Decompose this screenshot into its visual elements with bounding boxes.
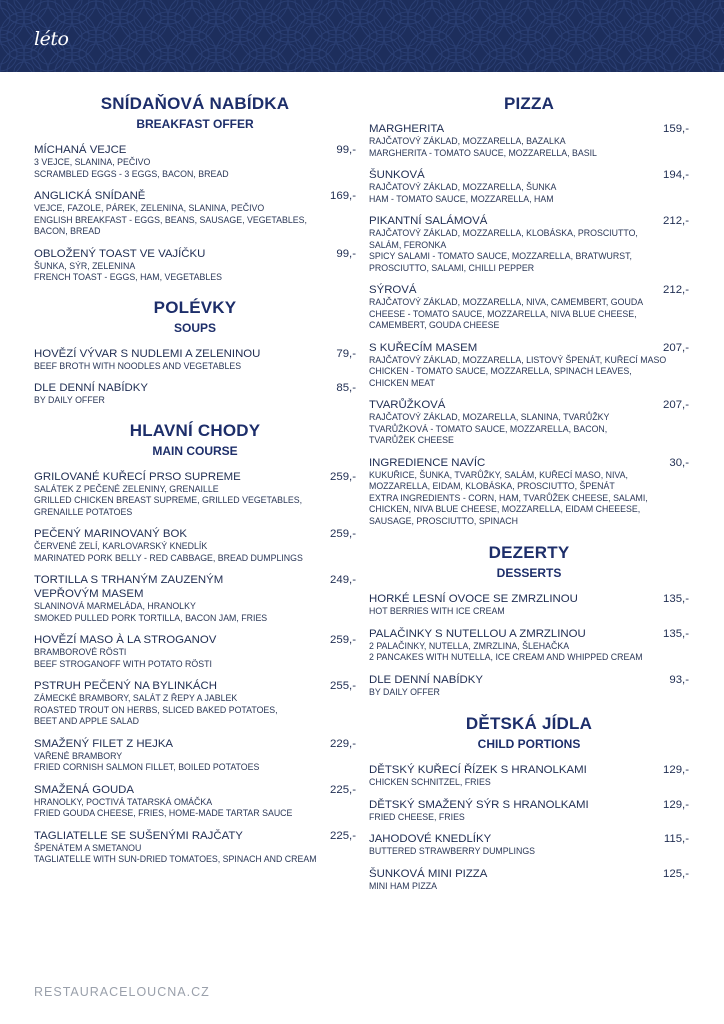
menu-item-name: PEČENÝ MARINOVANÝ BOK — [34, 528, 187, 540]
menu-item-price: 249,- — [330, 574, 356, 586]
menu-item-header — [34, 143, 356, 157]
menu-item-header — [369, 867, 689, 881]
menu-item-description: FRENCH TOAST - EGGS, HAM, VEGETABLES — [34, 272, 223, 282]
menu-item-name: TAGLIATELLE SE SUŠENÝMI RAJČATY — [34, 829, 243, 842]
menu-item-description: RAJČATOVÝ ZÁKLAD, MOZZARELLA, BAZALKA — [369, 136, 566, 146]
menu-item — [369, 673, 689, 699]
menu-item — [369, 341, 689, 390]
menu-section — [34, 421, 356, 866]
menu-item-description: BEEF BROTH WITH NOODLES AND VEGETABLES — [34, 360, 242, 371]
menu-item-name: TORTILLA S TRHANÝM ZAUZENÝM VEPŘOVÝM MASEM — [34, 574, 224, 600]
menu-item-description: TVARŮŽKOVÁ - TOMATO SAUCE, MOZZARELLA, BACON, — [369, 423, 608, 434]
menu-item-description: HAM - TOMATO SAUCE, MOZZARELLA, HAM — [369, 193, 554, 204]
menu-item-name: MÍCHANÁ VEJCE — [34, 144, 127, 156]
menu-item-description: RAJČATOVÝ ZÁKLAD, MOZZARELLA, KLOBÁSKA, PROSCIUTTO, — [369, 228, 638, 238]
menu-item — [369, 763, 689, 789]
menu-item-price: 99,- — [336, 144, 356, 156]
menu-item-price: 212,- — [663, 284, 689, 296]
menu-item-header — [34, 470, 356, 484]
menu-item-name: PALAČINKY S NUTELLOU A ZMRZLINOU — [369, 627, 586, 640]
menu-item — [34, 189, 356, 238]
menu-item-description: ENGLISH BREAKFAST - EGGS, BEANS, SAUSAGE, VEGETABLES, — [34, 214, 307, 225]
menu-item-description: BEET AND APPLE SALAD — [34, 716, 139, 726]
menu-item-header — [34, 783, 356, 797]
menu-item-description: 2 PALAČINKY, NUTELLA, ZMRZLINA, ŠLEHAČKA — [369, 640, 570, 651]
menu-item-name: DĚTSKÝ SMAŽENÝ SÝR S HRANOLKAMI — [369, 798, 589, 811]
menu-item-description: KUKUŘICE, ŠUNKA, TVARŮŽKY, SALÁM, KUŘECÍ MASO, NIVA, — [369, 469, 628, 480]
menu-item — [34, 633, 356, 670]
menu-item-name: S KUŘECÍM MASEM — [369, 341, 478, 354]
menu-item-description: RAJČATOVÝ ZÁKLAD, MOZZARELLA, LISTOVÝ ŠPENÁT, KUŘECÍ MASO — [369, 354, 667, 365]
footer-website[interactable]: RESTAURACELOUCNA.CZ — [34, 985, 210, 999]
menu-item-header — [34, 381, 356, 395]
menu-item-name: JAHODOVÉ KNEDLÍKY — [369, 833, 492, 845]
menu-item — [369, 283, 689, 332]
menu-item-header — [369, 627, 689, 641]
menu-item-name: INGREDIENCE NAVÍC — [369, 456, 486, 469]
menu-item-name: SMAŽENÁ GOUDA — [34, 783, 134, 796]
menu-item-description: 3 VEJCE, SLANINA, PEČIVO — [34, 157, 151, 167]
menu-item-description: CHICKEN, NIVA BLUE CHEESE, MOZZARELLA, EIDAM CHEEESE, — [369, 504, 641, 514]
menu-item — [34, 679, 356, 728]
menu-item-description: CHEESE - TOMATO SAUCE, MOZZARELLA, NIVA BLUE CHEESE, — [369, 308, 637, 319]
menu-item-description: BUTTERED STRAWBERRY DUMPLINGS — [369, 846, 536, 856]
menu-item-price: 79,- — [336, 347, 356, 360]
menu-item-price: 30,- — [669, 456, 689, 469]
menu-item-header — [369, 798, 689, 812]
menu-item-price: 259,- — [330, 634, 356, 646]
section-title: SNÍDAŇOVÁ NABÍDKA — [100, 94, 290, 113]
menu-item-price: 115,- — [663, 833, 689, 845]
menu-item-description: CHICKEN - TOMATO SAUCE, MOZZARELLA, SPINACH LEAVES, — [369, 366, 632, 376]
menu-item-name: HOVĚZÍ MASO À LA STROGANOV — [34, 634, 217, 646]
menu-item-description: BY DAILY OFFER — [369, 686, 440, 697]
menu-item-header — [369, 122, 689, 136]
menu-item-description: SPICY SALAMI - TOMATO SAUCE, MOZZARELLA, BRATWURST, — [369, 251, 632, 261]
menu-item-price: 135,- — [663, 627, 689, 640]
menu-item-description: EXTRA INGREDIENTS - CORN, HAM, TVARŮŽEK CHEESE, SALAMI, — [369, 492, 648, 503]
menu-item — [369, 627, 689, 664]
menu-item-price: 207,- — [663, 399, 689, 411]
section-title: DĚTSKÁ JÍDLA — [465, 714, 593, 733]
menu-item-description: SALÁM, FERONKA — [369, 239, 447, 250]
menu-item-header — [34, 347, 356, 361]
menu-item-description: 2 PANCAKES WITH NUTELLA, ICE CREAM AND WHIPPED CREAM — [369, 652, 643, 662]
menu-item — [34, 829, 356, 866]
menu-item-name: SÝROVÁ — [369, 284, 417, 296]
menu-item-name: MARGHERITA — [369, 123, 445, 135]
menu-item — [34, 573, 356, 624]
menu-item-header — [369, 214, 689, 228]
menu-item-description: RAJČATOVÝ ZÁKLAD, MOZZARELLA, ŠUNKA — [369, 182, 557, 192]
menu-item-description: BY DAILY OFFER — [34, 395, 105, 405]
menu-item-header — [34, 829, 356, 843]
menu-item-price: 125,- — [663, 867, 689, 880]
menu-item-description: TAGLIATELLE WITH SUN-DRIED TOMATOES, SPINACH AND CREAM — [34, 854, 317, 864]
menu-item-description: BEEF STROGANOFF WITH POTATO RÖSTI — [34, 658, 212, 669]
menu-item-name: ŠUNKOVÁ MINI PIZZA — [369, 867, 488, 880]
section-subtitle: CHILD PORTIONS — [477, 737, 581, 751]
menu-section — [369, 543, 689, 698]
menu-item — [369, 592, 689, 618]
menu-item-header — [34, 247, 356, 261]
menu-item-header — [369, 592, 689, 606]
menu-item-header — [369, 832, 689, 846]
menu-item-description: MINI HAM PIZZA — [369, 880, 437, 891]
menu-item-price: 159,- — [663, 123, 689, 135]
menu-section — [34, 94, 356, 284]
menu-section — [34, 298, 356, 407]
menu-item-name: ŠUNKOVÁ — [369, 169, 425, 181]
menu-item — [34, 347, 356, 373]
menu-item-description: ROASTED TROUT ON HERBS, SLICED BAKED POTATOES, — [34, 704, 278, 715]
menu-item-price: 229,- — [330, 737, 356, 750]
section-subtitle: MAIN COURSE — [152, 443, 238, 458]
menu-item-header — [34, 573, 356, 601]
menu-item-name: HORKÉ LESNÍ OVOCE SE ZMRZLINOU — [369, 593, 578, 605]
section-subtitle: SOUPS — [173, 320, 216, 335]
menu-item-name: GRILOVANÉ KUŘECÍ PRSO SUPREME — [34, 470, 241, 483]
menu-item-header — [34, 527, 356, 541]
menu-item-name: HOVĚZÍ VÝVAR S NUDLEMI A ZELENINOU — [34, 347, 261, 360]
menu-item-price: 169,- — [330, 190, 356, 202]
menu-item-name: TVARŮŽKOVÁ — [369, 399, 446, 411]
menu-item-header — [34, 189, 356, 203]
menu-column-left — [34, 94, 356, 875]
menu-item-name: PIKANTNÍ SALÁMOVÁ — [369, 215, 488, 227]
menu-item-description: FRIED CORNISH SALMON FILLET, BOILED POTATOES — [34, 762, 260, 772]
menu-item-description: TVARŮŽEK CHEESE — [369, 435, 454, 445]
menu-item-name: DLE DENNÍ NABÍDKY — [34, 382, 148, 394]
menu-item-description: MOZZARELLA, EIDAM, KLOBÁSKA, PROSCIUTTO, ŠPENÁT — [369, 481, 615, 491]
menu-column-right — [369, 94, 689, 901]
menu-item — [34, 381, 356, 407]
menu-item-description: BACON, BREAD — [34, 226, 101, 236]
menu-item-price: 135,- — [663, 593, 689, 605]
menu-item-description: SALÁTEK Z PEČENÉ ZELENINY, GRENAILLE — [34, 483, 219, 494]
menu-item-price: 212,- — [663, 215, 689, 227]
menu-item-description: ŠUNKA, SÝR, ZELENINA — [34, 260, 136, 271]
header-banner — [0, 0, 724, 72]
menu-item-description: RAJČATOVÝ ZÁKLAD, MOZZARELLA, NIVA, CAMEMBERT, GOUDA — [369, 297, 644, 307]
menu-item — [369, 832, 689, 858]
section-subtitle: BREAKFAST OFFER — [136, 117, 254, 131]
menu-item — [34, 470, 356, 519]
menu-section — [369, 714, 689, 892]
menu-item — [369, 214, 689, 274]
menu-item-description: CAMEMBERT, GOUDA CHEESE — [369, 320, 500, 330]
section-title: POLÉVKY — [153, 297, 237, 317]
menu-item-description: CHICKEN MEAT — [369, 377, 435, 388]
menu-item — [369, 798, 689, 824]
menu-item-description: SCRAMBLED EGGS - 3 EGGS, BACON, BREAD — [34, 168, 229, 179]
section-title: PIZZA — [503, 94, 555, 113]
menu-item — [34, 783, 356, 820]
menu-item — [369, 456, 689, 528]
menu-item-name: OBLOŽENÝ TOAST VE VAJÍČKU — [34, 247, 206, 260]
menu-item-name: DĚTSKÝ KUŘECÍ ŘÍZEK S HRANOLKAMI — [369, 764, 587, 776]
menu-section — [369, 94, 689, 527]
menu-item-price: 85,- — [336, 382, 356, 394]
menu-item-price: 129,- — [663, 764, 689, 776]
menu-item-price: 225,- — [330, 783, 356, 796]
menu-item-price: 194,- — [663, 169, 689, 181]
menu-item-description: BRAMBOROVÉ RÖSTI — [34, 647, 127, 657]
menu-item-description: VAŘENÉ BRAMBORY — [34, 750, 123, 761]
menu-item-description: SMOKED PULLED PORK TORTILLA, BACON JAM, FRIES — [34, 612, 268, 623]
menu-item-description: VEJCE, FAZOLE, PÁREK, ZELENINA, SLANINA, PEČIVO — [34, 203, 265, 213]
menu-item — [369, 168, 689, 205]
menu-item-header — [369, 398, 689, 412]
menu-item-header — [369, 673, 689, 687]
menu-item-header — [369, 283, 689, 297]
menu-item-name: DLE DENNÍ NABÍDKY — [369, 673, 483, 686]
menu-item-header — [369, 763, 689, 777]
menu-item — [369, 398, 689, 447]
menu-item-price: 129,- — [663, 798, 689, 811]
section-title: DEZERTY — [488, 543, 570, 562]
logo: léto — [34, 28, 69, 50]
menu-item-description: GRILLED CHICKEN BREAST SUPREME, GRILLED VEGETABLES, — [34, 495, 303, 505]
menu-item-description: MARGHERITA - TOMATO SAUCE, MOZZARELLA, BASIL — [369, 147, 597, 158]
menu-item-description: HRANOLKY, POCTIVÁ TATARSKÁ OMÁČKA — [34, 796, 213, 807]
menu-item-description: ZÁMECKÉ BRAMBORY, SALÁT Z ŘEPY A JABLEK — [34, 693, 238, 703]
menu-item-name: PSTRUH PEČENÝ NA BYLINKÁCH — [34, 680, 217, 692]
menu-item-price: 225,- — [330, 829, 356, 842]
menu-item — [369, 867, 689, 893]
menu-item-price: 259,- — [330, 470, 356, 483]
menu-item-header — [369, 456, 689, 470]
menu-item-price: 255,- — [330, 680, 356, 692]
menu-item-header — [34, 633, 356, 647]
section-subtitle: DESSERTS — [496, 566, 562, 580]
menu-item-description: SLANINOVÁ MARMELÁDA, HRANOLKY — [34, 601, 196, 611]
menu-item-price: 93,- — [669, 673, 689, 686]
menu-item — [34, 247, 356, 284]
menu-item-price: 259,- — [330, 528, 356, 540]
menu-item-header — [369, 168, 689, 182]
menu-item-description: FRIED GOUDA CHEESE, FRIES, HOME-MADE TARTAR SAUCE — [34, 808, 293, 818]
menu-item — [34, 527, 356, 564]
menu-item-header — [34, 679, 356, 693]
menu-item-description: FRIED CHEESE, FRIES — [369, 811, 465, 822]
menu-item — [34, 143, 356, 180]
menu-item-description: ŠPENÁTEM A SMETANOU — [34, 842, 142, 853]
menu-item-description: MARINATED PORK BELLY - RED CABBAGE, BREAD DUMPLINGS — [34, 552, 303, 563]
scallop-pattern — [0, 0, 724, 72]
menu-item-description: PROSCIUTTO, SALAMI, CHILLI PEPPER — [369, 262, 535, 273]
menu-item-price: 207,- — [663, 341, 689, 354]
menu-item — [34, 737, 356, 774]
menu-item-name: ANGLICKÁ SNÍDANĚ — [34, 190, 146, 202]
menu-item — [369, 122, 689, 159]
menu-item-header — [34, 737, 356, 751]
menu-item-name: SMAŽENÝ FILET Z HEJKA — [34, 737, 174, 750]
menu-item-description: SAUSAGE, PROSCIUTTO, SPINACH — [369, 515, 518, 526]
menu-item-description: GRENAILLE POTATOES — [34, 506, 133, 517]
section-title: HLAVNÍ CHODY — [129, 420, 261, 440]
menu-item-description: ČERVENÉ ZELÍ, KARLOVARSKÝ KNEDLÍK — [34, 541, 208, 551]
menu-item-description: HOT BERRIES WITH ICE CREAM — [369, 606, 505, 616]
menu-item-price: 99,- — [336, 247, 356, 260]
menu-item-header — [369, 341, 689, 355]
menu-item-description: CHICKEN SCHNITZEL, FRIES — [369, 777, 491, 787]
menu-item-description: RAJČATOVÝ ZÁKLAD, MOZARELLA, SLANINA, TVARŮŽKY — [369, 412, 610, 422]
